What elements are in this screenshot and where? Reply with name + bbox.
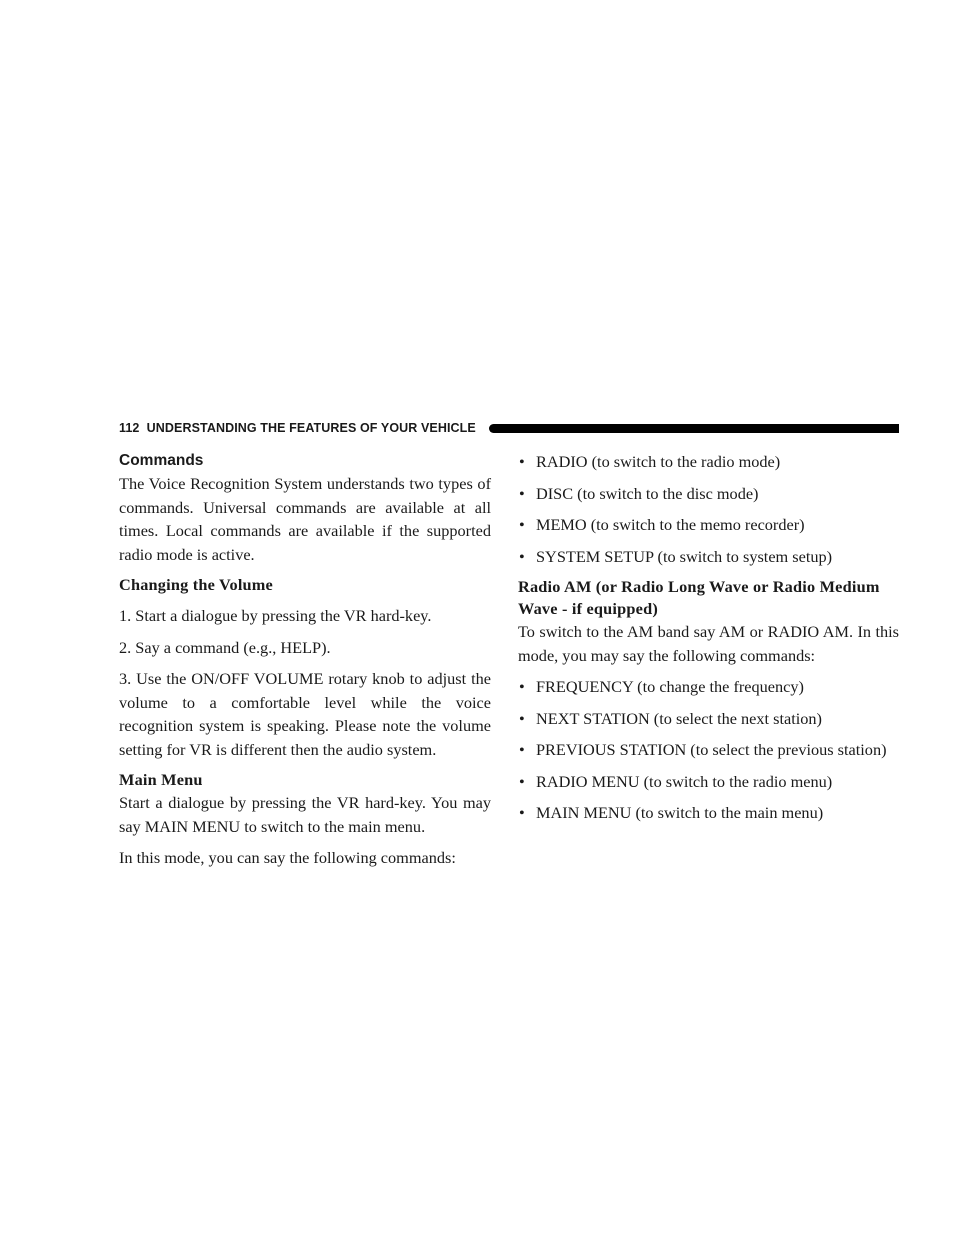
list-item-text: FREQUENCY (to change the frequency) xyxy=(536,677,804,696)
list-item-text: MEMO (to switch to the memo recorder) xyxy=(536,515,805,534)
bullet-icon: • xyxy=(519,771,525,791)
list-item-text: RADIO (to switch to the radio mode) xyxy=(536,452,781,471)
volume-heading: Changing the Volume xyxy=(119,575,273,594)
commands-heading: Commands xyxy=(119,452,204,469)
commands-paragraph: The Voice Recognition System understands two types of commands. Universal commands are available at all times. Local commands are available if the supported radio mode is active. xyxy=(119,474,491,564)
page-header xyxy=(119,420,899,438)
bullet-icon: • xyxy=(519,515,525,534)
list-item xyxy=(518,801,899,825)
list-item-text: NEXT STATION (to select the next station) xyxy=(536,708,822,728)
list-item-text: SYSTEM SETUP (to switch to system setup) xyxy=(536,546,833,566)
bullet-icon: • xyxy=(519,708,525,728)
list-item-text: PREVIOUS STATION (to select the previous station) xyxy=(536,740,887,759)
radio-am-heading: Radio AM (or Radio Long Wave or Radio Medium Wave - if equipped) xyxy=(518,577,880,618)
bullet-icon: • xyxy=(519,546,525,566)
bullet-icon: • xyxy=(519,483,525,503)
right-column xyxy=(518,450,899,833)
bullet-icon: • xyxy=(519,740,525,759)
radio-am-paragraph: To switch to the AM band say AM or RADIO AM. In this mode, you may say the following commands: xyxy=(518,622,899,665)
main-menu-intro: In this mode, you can say the following commands: xyxy=(119,848,456,867)
list-item xyxy=(518,707,899,731)
bullet-icon: • xyxy=(519,452,525,471)
list-item xyxy=(518,675,899,699)
radio-am-command-list xyxy=(518,675,899,825)
volume-step-1: 1. Start a dialogue by pressing the VR hard-key. xyxy=(119,606,432,625)
list-item xyxy=(518,482,899,506)
list-item xyxy=(518,450,899,474)
list-item xyxy=(518,545,899,569)
main-menu-paragraph: Start a dialogue by pressing the VR hard-key. You may say MAIN MENU to switch to the main menu. xyxy=(119,793,491,836)
main-menu-heading: Main Menu xyxy=(119,770,203,789)
list-item xyxy=(518,738,899,762)
left-column xyxy=(119,450,491,870)
volume-step-2: 2. Say a command (e.g., HELP). xyxy=(119,637,331,657)
list-item xyxy=(518,770,899,794)
page-header-text xyxy=(119,421,476,435)
volume-step-3: 3. Use the ON/OFF VOLUME rotary knob to adjust the volume to a comfortable level while the voice recognition system is speaking. Please note the volume setting for VR is different then the audio system. xyxy=(119,669,491,759)
main-menu-command-list xyxy=(518,450,899,568)
bullet-icon: • xyxy=(519,677,525,696)
list-item-text: MAIN MENU (to switch to the main menu) xyxy=(536,803,824,822)
list-item xyxy=(518,513,899,537)
list-item-text: RADIO MENU (to switch to the radio menu) xyxy=(536,771,833,791)
spacer xyxy=(119,596,491,604)
bullet-icon: • xyxy=(519,803,525,822)
page-number: 112 xyxy=(119,421,140,435)
list-item-text: DISC (to switch to the disc mode) xyxy=(536,483,759,503)
section-title: UNDERSTANDING THE FEATURES OF YOUR VEHICLE xyxy=(146,421,476,435)
header-rule-bar xyxy=(489,424,899,433)
